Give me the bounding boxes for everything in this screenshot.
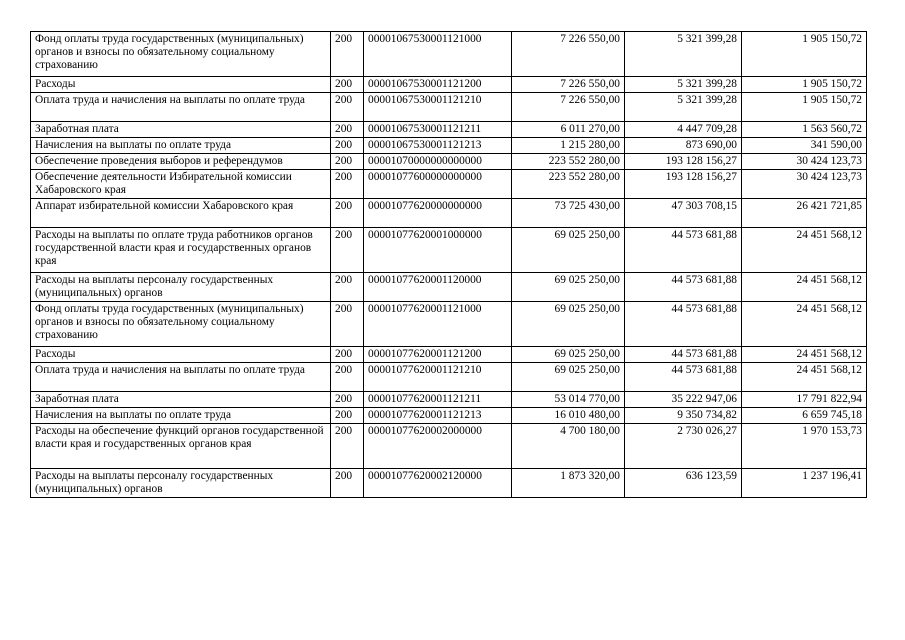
row-name: Заработная плата (31, 392, 331, 408)
row-line-code: 200 (331, 363, 364, 392)
row-executed-amount: 9 350 734,82 (625, 408, 742, 424)
row-line-code: 200 (331, 93, 364, 122)
row-unexecuted-amount: 1 970 153,73 (742, 424, 867, 469)
row-classification-code: 00001077620002120000 (364, 469, 512, 498)
table-row (31, 199, 867, 228)
row-classification-code: 00001077600000000000 (364, 170, 512, 199)
row-approved-amount: 7 226 550,00 (512, 93, 625, 122)
row-executed-amount: 193 128 156,27 (625, 170, 742, 199)
row-line-code: 200 (331, 469, 364, 498)
row-approved-amount: 69 025 250,00 (512, 363, 625, 392)
row-line-code: 200 (331, 392, 364, 408)
row-unexecuted-amount: 341 590,00 (742, 138, 867, 154)
row-executed-amount: 35 222 947,06 (625, 392, 742, 408)
row-classification-code: 00001077620000000000 (364, 199, 512, 228)
row-approved-amount: 69 025 250,00 (512, 347, 625, 363)
row-unexecuted-amount: 1 563 560,72 (742, 122, 867, 138)
row-executed-amount: 44 573 681,88 (625, 228, 742, 273)
table-row (31, 32, 867, 77)
row-executed-amount: 636 123,59 (625, 469, 742, 498)
row-unexecuted-amount: 30 424 123,73 (742, 170, 867, 199)
row-unexecuted-amount: 1 237 196,41 (742, 469, 867, 498)
row-classification-code: 00001067530001121200 (364, 77, 512, 93)
row-unexecuted-amount: 30 424 123,73 (742, 154, 867, 170)
row-line-code: 200 (331, 424, 364, 469)
row-name: Расходы на выплаты персоналу государственных (муниципальных) органов (31, 273, 331, 302)
row-name: Расходы на выплаты по оплате труда работников органов государственной власти края и государственных органов края (31, 228, 331, 273)
table-row (31, 93, 867, 122)
row-approved-amount: 4 700 180,00 (512, 424, 625, 469)
row-name: Фонд оплаты труда государственных (муниципальных) органов и взносы по обязательному социальному страхованию (31, 32, 331, 77)
row-unexecuted-amount: 24 451 568,12 (742, 273, 867, 302)
row-unexecuted-amount: 24 451 568,12 (742, 302, 867, 347)
table-row (31, 408, 867, 424)
table-row (31, 363, 867, 392)
row-unexecuted-amount: 24 451 568,12 (742, 228, 867, 273)
row-approved-amount: 7 226 550,00 (512, 77, 625, 93)
table-row (31, 469, 867, 498)
table-row (31, 392, 867, 408)
row-classification-code: 00001070000000000000 (364, 154, 512, 170)
row-classification-code: 00001067530001121210 (364, 93, 512, 122)
row-executed-amount: 44 573 681,88 (625, 273, 742, 302)
row-unexecuted-amount: 24 451 568,12 (742, 347, 867, 363)
table-row (31, 77, 867, 93)
row-classification-code: 00001077620001120000 (364, 273, 512, 302)
row-classification-code: 00001077620001000000 (364, 228, 512, 273)
row-approved-amount: 6 011 270,00 (512, 122, 625, 138)
row-unexecuted-amount: 6 659 745,18 (742, 408, 867, 424)
row-unexecuted-amount: 1 905 150,72 (742, 32, 867, 77)
table-row (31, 170, 867, 199)
table-row (31, 122, 867, 138)
row-name: Оплата труда и начисления на выплаты по оплате труда (31, 93, 331, 122)
row-line-code: 200 (331, 302, 364, 347)
row-executed-amount: 5 321 399,28 (625, 77, 742, 93)
row-classification-code: 00001077620001121000 (364, 302, 512, 347)
row-approved-amount: 1 215 280,00 (512, 138, 625, 154)
budget-execution-table (30, 31, 867, 498)
row-executed-amount: 5 321 399,28 (625, 32, 742, 77)
table-row (31, 138, 867, 154)
row-classification-code: 00001067530001121213 (364, 138, 512, 154)
row-line-code: 200 (331, 228, 364, 273)
row-approved-amount: 69 025 250,00 (512, 302, 625, 347)
row-approved-amount: 69 025 250,00 (512, 228, 625, 273)
row-name: Обеспечение проведения выборов и референдумов (31, 154, 331, 170)
row-classification-code: 00001067530001121211 (364, 122, 512, 138)
row-name: Расходы на обеспечение функций органов государственной власти края и государственных органов края (31, 424, 331, 469)
row-classification-code: 00001077620001121211 (364, 392, 512, 408)
row-name: Начисления на выплаты по оплате труда (31, 138, 331, 154)
table-row (31, 154, 867, 170)
row-name: Расходы на выплаты персоналу государственных (муниципальных) органов (31, 469, 331, 498)
row-line-code: 200 (331, 199, 364, 228)
table-row (31, 424, 867, 469)
row-executed-amount: 44 573 681,88 (625, 302, 742, 347)
row-name: Фонд оплаты труда государственных (муниципальных) органов и взносы по обязательному социальному страхованию (31, 302, 331, 347)
row-name: Начисления на выплаты по оплате труда (31, 408, 331, 424)
row-line-code: 200 (331, 170, 364, 199)
row-name: Заработная плата (31, 122, 331, 138)
row-executed-amount: 2 730 026,27 (625, 424, 742, 469)
table-row (31, 347, 867, 363)
row-classification-code: 00001067530001121000 (364, 32, 512, 77)
row-unexecuted-amount: 1 905 150,72 (742, 93, 867, 122)
row-name: Аппарат избирательной комиссии Хабаровского края (31, 199, 331, 228)
row-executed-amount: 4 447 709,28 (625, 122, 742, 138)
row-line-code: 200 (331, 77, 364, 93)
table-row (31, 302, 867, 347)
row-classification-code: 00001077620002000000 (364, 424, 512, 469)
row-name: Расходы (31, 347, 331, 363)
row-approved-amount: 69 025 250,00 (512, 273, 625, 302)
row-approved-amount: 223 552 280,00 (512, 154, 625, 170)
table-row (31, 273, 867, 302)
row-unexecuted-amount: 17 791 822,94 (742, 392, 867, 408)
row-executed-amount: 5 321 399,28 (625, 93, 742, 122)
row-line-code: 200 (331, 32, 364, 77)
row-classification-code: 00001077620001121213 (364, 408, 512, 424)
row-classification-code: 00001077620001121200 (364, 347, 512, 363)
row-unexecuted-amount: 26 421 721,85 (742, 199, 867, 228)
row-approved-amount: 53 014 770,00 (512, 392, 625, 408)
row-name: Расходы (31, 77, 331, 93)
row-line-code: 200 (331, 138, 364, 154)
row-executed-amount: 44 573 681,88 (625, 347, 742, 363)
row-executed-amount: 44 573 681,88 (625, 363, 742, 392)
row-approved-amount: 73 725 430,00 (512, 199, 625, 228)
row-executed-amount: 873 690,00 (625, 138, 742, 154)
row-executed-amount: 47 303 708,15 (625, 199, 742, 228)
row-approved-amount: 223 552 280,00 (512, 170, 625, 199)
row-unexecuted-amount: 1 905 150,72 (742, 77, 867, 93)
row-line-code: 200 (331, 273, 364, 302)
row-name: Обеспечение деятельности Избирательной комиссии Хабаровского края (31, 170, 331, 199)
row-approved-amount: 16 010 480,00 (512, 408, 625, 424)
row-line-code: 200 (331, 154, 364, 170)
row-line-code: 200 (331, 122, 364, 138)
row-line-code: 200 (331, 347, 364, 363)
row-line-code: 200 (331, 408, 364, 424)
row-approved-amount: 7 226 550,00 (512, 32, 625, 77)
row-unexecuted-amount: 24 451 568,12 (742, 363, 867, 392)
row-classification-code: 00001077620001121210 (364, 363, 512, 392)
table-row (31, 228, 867, 273)
row-name: Оплата труда и начисления на выплаты по оплате труда (31, 363, 331, 392)
row-approved-amount: 1 873 320,00 (512, 469, 625, 498)
row-executed-amount: 193 128 156,27 (625, 154, 742, 170)
